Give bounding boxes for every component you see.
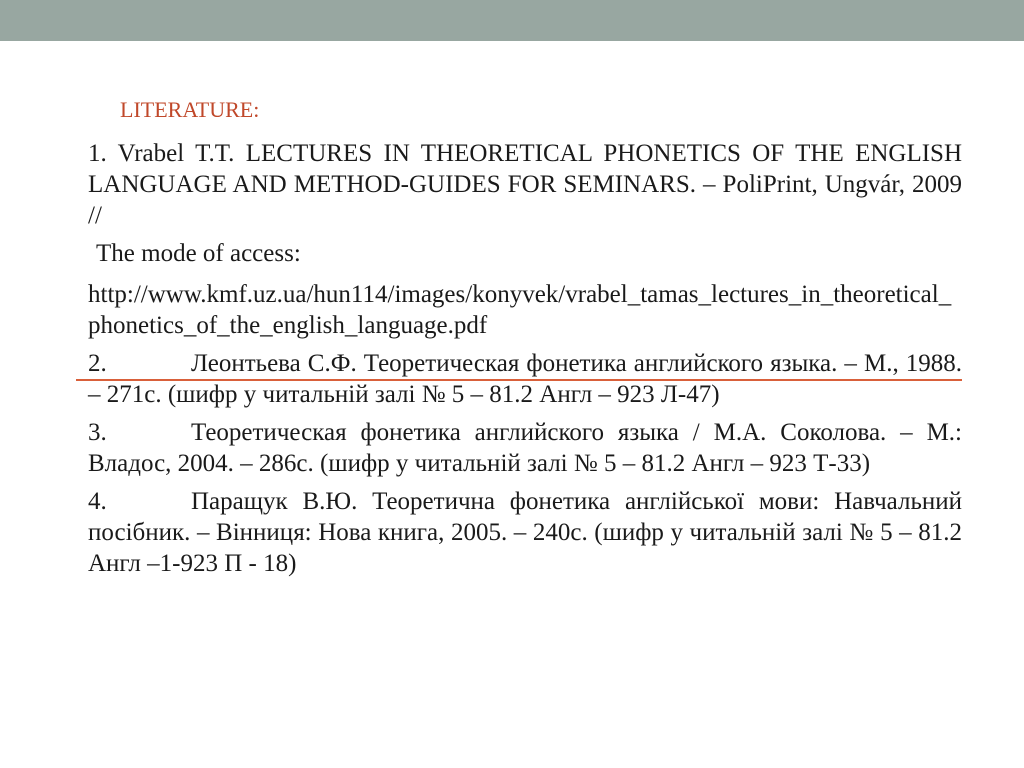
reference-4-text: Паращук В.Ю. Теоретична фонетика англійської мови: Навчальний посібник. – Вінниця: Нова книга, 2005. – 240с. (шифр у читальній залі № 5 – 81.2 Англ –1-923 П - 18) (88, 488, 962, 577)
reference-3-number: 3. (88, 419, 107, 446)
access-url[interactable]: http://www.kmf.uz.ua/hun114/images/konyvek/vrabel_tamas_lectures_in_theoretical_phonetics_of_the_english_language.pdf (88, 281, 952, 339)
reference-4 (88, 486, 962, 579)
reference-3 (88, 417, 962, 479)
top-bar (0, 0, 1024, 41)
reference-1: 1. Vrabel T.T. LECTURES IN THEORETICAL PHONETICS OF THE ENGLISH LANGUAGE AND METHOD-GUIDES FOR SEMINARS. – PoliPrint, Ungvár, 2009 // (88, 140, 962, 229)
reference-2-text: Леонтьева С.Ф. Теоретическая фонетика английского языка. – М., 1988. – 271с. (шифр у читальній залі № 5 – 81.2 Англ – 923 Л-47) (88, 350, 962, 408)
reference-3-text: Теоретическая фонетика английского языка / М.А. Соколова. – М.: Владос, 2004. – 286с. (шифр у читальній залі № 5 – 81.2 Англ – 923 Т-33) (88, 419, 962, 477)
divider-line (76, 379, 962, 381)
access-label: The mode of access: (96, 240, 301, 267)
reference-2-number: 2. (88, 350, 107, 377)
reference-4-number: 4. (88, 488, 107, 515)
literature-heading: LITERATURE: (120, 97, 260, 122)
reference-list (88, 138, 962, 579)
